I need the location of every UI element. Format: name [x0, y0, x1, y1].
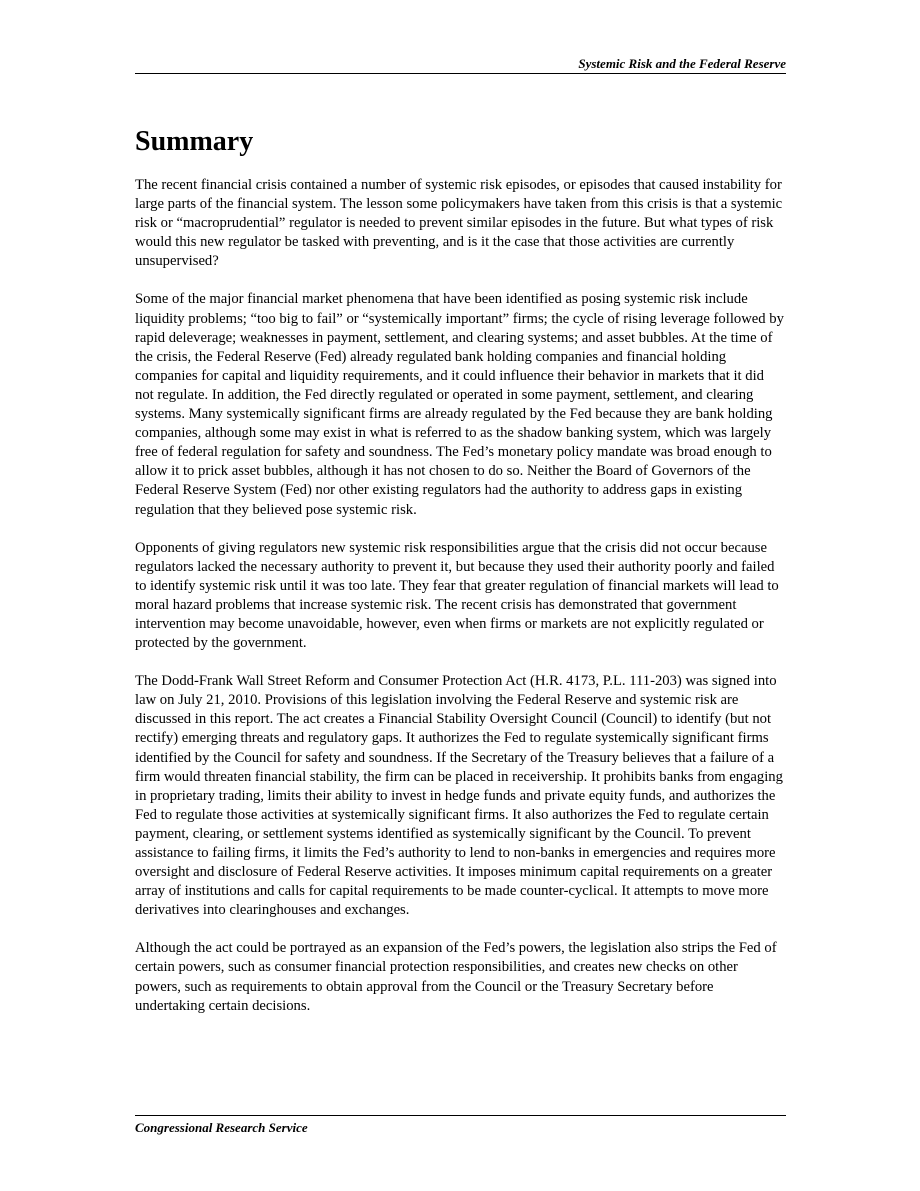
paragraph: The Dodd-Frank Wall Street Reform and Consumer Protection Act (H.R. 4173, P.L. 111-203) was signed into law on July 21, 2010. Provisions of this legislation involving the Federal Reserve and systemic risk are discussed in this report. The act creates a Financial Stability Oversight Council (Council) to identify (but not rectify) emerging threats and regulatory gaps. It authorizes the Fed to regulate systemically significant firms identified by the Council for safety and soundness. If the Secretary of the Treasury believes that a failure of a firm would threaten financial stability, the firm can be placed in receivership. It prohibits banks from engaging in proprietary trading, limits their ability to invest in hedge funds and private equity funds, and authorizes the Fed to regulate those activities at systemically significant firms. It also authorizes the Fed to regulate certain payment, clearing, or settlement systems identified as systemically significant by the Council. To prevent assistance to failing firms, it limits the Fed’s authority to lend to non-banks in emergencies and requires more oversight and disclosure of Federal Reserve activities. It imposes minimum capital requirements on a greater array of institutions and calls for capital requirements to be made counter-cyclical. It attempts to move more derivatives into clearinghouses and exchanges.: [135, 673, 783, 919]
paragraph: The recent financial crisis contained a number of systemic risk episodes, or episodes that caused instability for large parts of the financial system. The lesson some policymakers have taken from this crisis is that a systemic risk or “macroprudential” regulator is needed to prevent similar episodes in the future. But what types of risk would this new regulator be tasked with preventing, and is it the case that those activities are currently unsupervised?: [135, 177, 783, 270]
body-text: [135, 176, 786, 1035]
paragraph: Opponents of giving regulators new systemic risk responsibilities argue that the crisis did not occur because regulators lacked the necessary authority to prevent it, but because they used their authority poorly and failed to identify systemic risk until it was too late. They fear that greater regulation of financial markets will lead to moral hazard problems that increase systemic risk. The recent crisis has demonstrated that government intervention may become unavoidable, however, even when firms or markets are not explicitly regulated or protected by the government.: [135, 539, 779, 652]
paragraph: Although the act could be portrayed as an expansion of the Fed’s powers, the legislation also strips the Fed of certain powers, such as consumer financial protection responsibilities, and creates new checks on other powers, such as requirements to obtain approval from the Council or the Treasury Secretary before undertaking certain decisions.: [135, 940, 777, 1014]
page-title: Summary: [135, 126, 254, 157]
header-rule: [135, 73, 786, 74]
running-header: Systemic Risk and the Federal Reserve: [578, 56, 786, 71]
paragraph: Some of the major financial market phenomena that have been identified as posing systemic risk include liquidity problems; “too big to fail” or “systemically important” firms; the cycle of rising leverage followed by rapid deleverage; weaknesses in payment, settlement, and clearing systems; and asset bubbles. At the time of the crisis, the Federal Reserve (Fed) already regulated bank holding companies and financial holding companies for capital and liquidity requirements, and it could influence their behavior in markets that it did not regulate. In addition, the Fed directly regulated or operated in some payment, settlement, and clearing systems. Many systemically significant firms are already regulated by the Fed because they are bank holding companies, although some may exist in what is referred to as the shadow banking system, which was largely free of federal regulation for safety and soundness. The Fed’s monetary policy mandate was broad enough to allow it to prick asset bubbles, although it has not chosen to do so. Neither the Board of Governors of the Federal Reserve System (Fed) nor other existing regulators had the authority to address gaps in existing regulation that they believed pose systemic risk.: [135, 291, 784, 518]
footer-rule: [135, 1115, 786, 1116]
running-footer: Congressional Research Service: [135, 1120, 308, 1135]
